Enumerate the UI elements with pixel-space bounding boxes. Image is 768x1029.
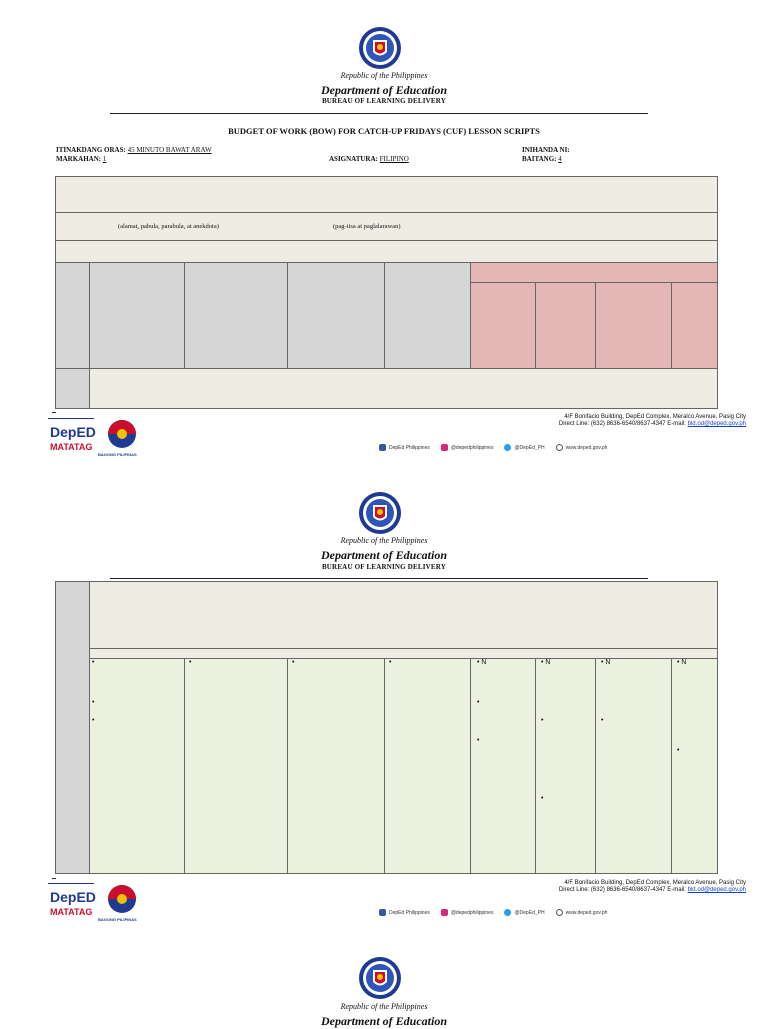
matatag-logo-text: MATATAG <box>50 442 93 452</box>
header-rule <box>110 578 648 579</box>
header-rule <box>110 113 648 114</box>
footer-direct-line: Direct Line: (632) 8636-6540/8637-4347 E-mail: <box>558 887 688 893</box>
deped-seal <box>358 956 402 1000</box>
list-item: • <box>477 737 480 744</box>
content-cell-6 <box>535 658 596 874</box>
list-item: • <box>92 699 95 706</box>
prepared-label: INIHANDA NI: <box>522 146 570 154</box>
col-header-4 <box>384 262 471 369</box>
footer-address: 4/F Bonifacio Building, DepEd Complex, Meralco Avenue, Pasig City <box>564 880 746 886</box>
footer-contact <box>386 887 746 894</box>
republic-text: Republic of the Philippines <box>340 71 428 80</box>
col-subheader-4 <box>671 282 718 369</box>
quarter-label: MARKAHAN: <box>56 155 102 163</box>
footer-email-link[interactable]: bld.od@deped.gov.ph <box>687 421 746 427</box>
footer-social-row <box>379 909 607 916</box>
subject-value: FILIPINO <box>379 155 409 163</box>
twitter-handle[interactable]: @DepEd_PH <box>514 444 545 451</box>
bureau-name: BUREAU OF LEARNING DELIVERY <box>321 563 447 571</box>
list-item: • <box>541 717 544 724</box>
footer-direct-line: Direct Line: (632) 8636-6540/8637-4347 E-mail: <box>558 421 688 427</box>
col-header-2 <box>184 262 288 369</box>
department-name: Department of Education <box>320 548 447 562</box>
globe-icon <box>556 444 563 451</box>
website-link[interactable]: www.deped.gov.ph <box>565 909 608 916</box>
twitter-icon <box>504 909 511 916</box>
instagram-icon <box>441 909 448 916</box>
footer-address-block <box>386 880 746 894</box>
footer-address-block <box>386 414 746 428</box>
list-item: • N <box>541 659 551 666</box>
list-item: • N <box>477 659 487 666</box>
footer-address: 4/F Bonifacio Building, DepEd Complex, Meralco Avenue, Pasig City <box>564 414 746 420</box>
col-header-3 <box>287 262 385 369</box>
list-item: • <box>92 659 95 666</box>
content-cell-1 <box>89 658 185 874</box>
footer-logos <box>48 883 148 929</box>
row-title-cell <box>89 368 718 409</box>
instagram-handle[interactable]: @depedphilippines <box>450 444 494 451</box>
bagong-pilipinas-logo-icon <box>102 883 142 915</box>
twitter-icon <box>504 444 511 451</box>
department-name: Department of Education <box>320 83 447 97</box>
content-cell-8 <box>671 658 718 874</box>
content-cell-7 <box>595 658 672 874</box>
list-item: • <box>541 795 544 802</box>
prepared-by <box>522 146 570 154</box>
quarter-value: 1 <box>102 155 107 163</box>
content-cell-3 <box>287 658 385 874</box>
department-name: Department of Education <box>320 1014 447 1028</box>
logo-rule <box>48 418 94 419</box>
instagram-handle[interactable]: @depedphilippines <box>450 909 494 916</box>
table-spacer-row <box>55 240 718 263</box>
row-title-cell <box>89 581 718 649</box>
row-label-cell <box>55 368 90 409</box>
row-label-cell <box>55 581 90 874</box>
instagram-icon <box>441 444 448 451</box>
bagong-pilipinas-logo-icon <box>102 418 142 450</box>
footer-mark <box>52 412 56 413</box>
col-subheader-1 <box>470 282 536 369</box>
table-genre-row <box>55 212 718 241</box>
facebook-icon <box>379 909 386 916</box>
list-item: • N <box>601 659 611 666</box>
footer-contact <box>386 421 746 428</box>
subject <box>329 155 409 163</box>
document-title: BUDGET OF WORK (BOW) FOR CATCH-UP FRIDAYS (CUF) LESSON SCRIPTS <box>228 126 540 136</box>
globe-icon <box>556 909 563 916</box>
list-item: • <box>477 699 480 706</box>
col-header-week <box>55 262 90 369</box>
facebook-handle[interactable]: DepEd Philippines <box>389 444 430 451</box>
footer-logos <box>48 418 148 464</box>
col-subheader-3 <box>595 282 672 369</box>
twitter-handle[interactable]: @DepEd_PH <box>514 909 545 916</box>
list-item: • <box>189 659 192 666</box>
content-cell-5 <box>470 658 536 874</box>
facebook-handle[interactable]: DepEd Philippines <box>389 909 430 916</box>
grade-label: BAITANG: <box>522 155 557 163</box>
deped-logo-text: DepED <box>50 424 96 440</box>
list-item: • <box>92 717 95 724</box>
republic-text: Republic of the Philippines <box>340 536 428 545</box>
genre-text: (alamat, pabula, parabula, at anekdota) <box>118 223 219 230</box>
grade-level <box>522 155 562 163</box>
col-header-group <box>470 262 718 283</box>
republic-text: Republic of the Philippines <box>340 1002 428 1011</box>
list-item: • <box>601 717 604 724</box>
list-item: • <box>677 747 680 754</box>
facebook-icon <box>379 444 386 451</box>
list-item: • <box>389 659 392 666</box>
skill-text: (pag-iisa at paglalarawan) <box>333 223 401 230</box>
deped-logo-text: DepED <box>50 889 96 905</box>
website-link[interactable]: www.deped.gov.ph <box>565 444 608 451</box>
bureau-name: BUREAU OF LEARNING DELIVERY <box>321 97 447 105</box>
footer-social-row <box>379 444 607 451</box>
deped-seal <box>358 491 402 535</box>
subject-label: ASIGNATURA: <box>329 155 378 163</box>
content-cell-4 <box>384 658 471 874</box>
matatag-logo-text: MATATAG <box>50 907 93 917</box>
bagong-pilipinas-text: BAGONG PILIPINAS <box>98 917 137 922</box>
footer-email-link[interactable]: bld.od@deped.gov.ph <box>687 887 746 893</box>
deped-seal <box>358 26 402 70</box>
bagong-pilipinas-text: BAGONG PILIPINAS <box>98 452 137 457</box>
quarter <box>56 155 106 163</box>
time-value: 45 MINUTO BAWAT ARAW <box>127 146 212 154</box>
grade-value: 4 <box>558 155 562 163</box>
logo-rule <box>48 883 94 884</box>
time-allotment <box>56 146 212 154</box>
footer-mark <box>52 878 56 879</box>
content-cell-2 <box>184 658 288 874</box>
list-item: • N <box>677 659 687 666</box>
col-subheader-2 <box>535 282 596 369</box>
list-item: • <box>292 659 295 666</box>
time-label: ITINAKDANG ORAS: <box>56 146 126 154</box>
table-header-row <box>55 176 718 213</box>
col-header-1 <box>89 262 185 369</box>
